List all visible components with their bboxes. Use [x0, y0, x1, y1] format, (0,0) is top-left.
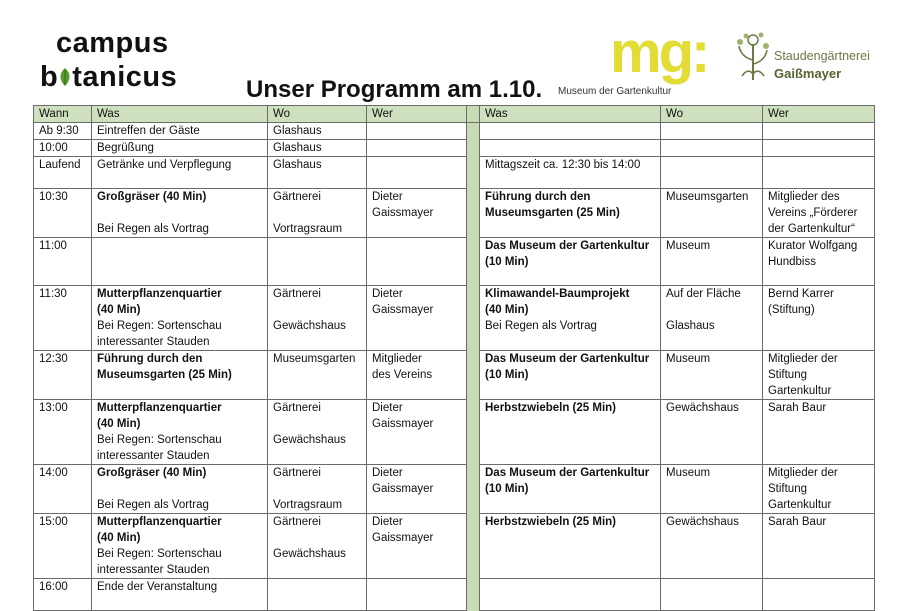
- activity-title: Führung durch den: [97, 353, 203, 365]
- activity-title: Das Museum der Gartenkultur: [485, 467, 650, 479]
- logo-line-botanicus: [40, 62, 177, 92]
- header-wann: Wann: [34, 106, 92, 123]
- cell-was: Begrüßung: [92, 140, 268, 157]
- cell-wann: 13:00: [34, 400, 92, 465]
- host-line: Mitglieder des: [768, 191, 840, 203]
- leaf-icon: [58, 67, 72, 87]
- column-divider: [467, 157, 480, 189]
- cell-wo-2: Gewächshaus: [661, 400, 763, 465]
- museum-gartenkultur-logo: [558, 20, 728, 100]
- cell-wer-2: [763, 189, 875, 238]
- cell-wer: [367, 157, 467, 189]
- cell-wo-2: Museum: [661, 238, 763, 286]
- activity-title: Mutterpflanzenquartier: [97, 402, 222, 414]
- cell-wer-2: [763, 286, 875, 351]
- cell-wo-2: [661, 123, 763, 140]
- cell-wer: [367, 123, 467, 140]
- activity-title: Herbstzwiebeln (25 Min): [485, 516, 616, 528]
- host-line: Dieter: [372, 288, 403, 300]
- cell-was: [92, 514, 268, 579]
- cell-wo-2: [661, 286, 763, 351]
- activity-title: (40 Min): [97, 304, 141, 316]
- column-divider: [467, 465, 480, 514]
- spacer-line: [97, 481, 262, 497]
- activity-title: Das Museum der Gartenkultur: [485, 240, 650, 252]
- host-line: Vereins „Förderer: [768, 207, 858, 219]
- host-line: Gaissmayer: [372, 483, 434, 495]
- cell-was-2: [480, 400, 661, 465]
- cell-wer-2: Sarah Baur: [763, 514, 875, 579]
- activity-title: (10 Min): [485, 256, 529, 268]
- mg-mark: mg:: [610, 20, 708, 85]
- cell-wo: [268, 465, 367, 514]
- table-row: [34, 189, 875, 238]
- cell-wo: Glashaus: [268, 140, 367, 157]
- header-wo: Wo: [268, 106, 367, 123]
- host-line: (Stiftung): [768, 304, 815, 316]
- cell-was-2: [480, 238, 661, 286]
- spacer-line: [666, 302, 757, 318]
- cell-wer-2: [763, 157, 875, 189]
- cell-wer: [367, 189, 467, 238]
- host-line: Stiftung: [768, 369, 807, 381]
- cell-wo: [268, 238, 367, 286]
- cell-was: [92, 351, 268, 400]
- rain-note: Bei Regen als Vortrag: [97, 499, 209, 511]
- cell-was: [92, 400, 268, 465]
- table-row: [34, 238, 875, 286]
- activity-title: Mutterpflanzenquartier: [97, 288, 222, 300]
- table-row: [34, 465, 875, 514]
- header-was: Was: [92, 106, 268, 123]
- cell-wo: Glashaus: [268, 123, 367, 140]
- rain-location: Gewächshaus: [273, 434, 346, 446]
- cell-wo-2: [661, 579, 763, 611]
- rain-location: Gewächshaus: [273, 548, 346, 560]
- activity-title: Großgräser (40 Min): [97, 191, 207, 203]
- cell-was-2: [480, 140, 661, 157]
- mg-subtitle: Museum der Gartenkultur: [558, 86, 672, 97]
- cell-wann: 15:00: [34, 514, 92, 579]
- table-row: [34, 579, 875, 611]
- cell-wo-2: Museum: [661, 351, 763, 400]
- cell-wo: [268, 514, 367, 579]
- cell-wer: [367, 400, 467, 465]
- host-line: Gartenkultur: [768, 499, 832, 511]
- column-divider: [467, 140, 480, 157]
- activity-title: Museumsgarten (25 Min): [97, 369, 232, 381]
- cell-was: Ende der Veranstaltung: [92, 579, 268, 611]
- cell-wo: [268, 400, 367, 465]
- cell-was: Eintreffen der Gäste: [92, 123, 268, 140]
- location: Gärtnerei: [273, 467, 321, 479]
- cell-wer-2: [763, 579, 875, 611]
- activity-title: Museumsgarten (25 Min): [485, 207, 620, 219]
- page-title: Unser Programm am 1.10.: [246, 76, 543, 103]
- activity-title: (40 Min): [97, 532, 141, 544]
- table-row: [34, 400, 875, 465]
- cell-wer: [367, 351, 467, 400]
- spacer-line: [273, 416, 361, 432]
- plant-icon: [734, 30, 772, 82]
- cell-wo: Glashaus: [268, 157, 367, 189]
- host-line: Mitglieder der: [768, 353, 838, 365]
- cell-was: [92, 286, 268, 351]
- column-divider: [467, 514, 480, 579]
- rain-location: Vortragsraum: [273, 223, 343, 235]
- rain-location: Gewächshaus: [273, 320, 346, 332]
- rain-note: interessanter Stauden: [97, 450, 210, 462]
- cell-wann: 16:00: [34, 579, 92, 611]
- spacer-line: [273, 302, 361, 318]
- cell-was: [92, 238, 268, 286]
- cell-wer-2: [763, 140, 875, 157]
- cell-wann: Ab 9:30: [34, 123, 92, 140]
- cell-was-2: Mittagszeit ca. 12:30 bis 14:00: [480, 157, 661, 189]
- location: Auf der Fläche: [666, 288, 741, 300]
- spacer-line: [273, 530, 361, 546]
- host-line: Stiftung: [768, 483, 807, 495]
- host-line: Gaissmayer: [372, 532, 434, 544]
- host-line: Mitglieder: [372, 353, 422, 365]
- cell-wo: [268, 189, 367, 238]
- rain-location: Glashaus: [666, 320, 715, 332]
- host-line: Mitglieder der: [768, 467, 838, 479]
- cell-wer: [367, 286, 467, 351]
- host-line: Gartenkultur: [768, 385, 832, 397]
- column-divider: [467, 189, 480, 238]
- column-divider: [467, 123, 480, 140]
- host-line: Hundbiss: [768, 256, 816, 268]
- activity-title: Großgräser (40 Min): [97, 467, 207, 479]
- cell-wo: [268, 286, 367, 351]
- cell-wann: 12:30: [34, 351, 92, 400]
- activity-title: Führung durch den: [485, 191, 591, 203]
- host-line: Bernd Karrer: [768, 288, 834, 300]
- host-line: Dieter: [372, 191, 403, 203]
- table-row: [34, 351, 875, 400]
- rain-location: Vortragsraum: [273, 499, 343, 511]
- activity-title: Mutterpflanzenquartier: [97, 516, 222, 528]
- host-line: Gaissmayer: [372, 207, 434, 219]
- table-header-row: [34, 106, 875, 123]
- cell-wer: [367, 514, 467, 579]
- cell-wer-2: [763, 465, 875, 514]
- column-divider: [467, 400, 480, 465]
- rain-note: Bei Regen: Sortenschau: [97, 320, 222, 332]
- location: Gärtnerei: [273, 402, 321, 414]
- program-table: [33, 105, 875, 611]
- host-line: des Vereins: [372, 369, 433, 381]
- sg-line-1: Staudengärtnerei: [774, 49, 870, 63]
- rain-note: Bei Regen als Vortrag: [485, 320, 597, 332]
- rain-note: Bei Regen: Sortenschau: [97, 434, 222, 446]
- header-wo-2: Wo: [661, 106, 763, 123]
- column-divider: [467, 106, 480, 123]
- activity-title: Das Museum der Gartenkultur: [485, 353, 650, 365]
- host-line: Kurator Wolfgang: [768, 240, 858, 252]
- cell-was: [92, 189, 268, 238]
- header-was-2: Was: [480, 106, 661, 123]
- logo-letter-b: b: [40, 61, 59, 93]
- column-divider: [467, 286, 480, 351]
- rain-note: Bei Regen als Vortrag: [97, 223, 209, 235]
- cell-was: Getränke und Verpflegung: [92, 157, 268, 189]
- activity-title: (10 Min): [485, 483, 529, 495]
- cell-was-2: [480, 465, 661, 514]
- table-row: [34, 123, 875, 140]
- rain-note: interessanter Stauden: [97, 564, 210, 576]
- cell-was-2: [480, 286, 661, 351]
- host-line: Dieter: [372, 402, 403, 414]
- staudengaertnerei-logo: [734, 30, 894, 90]
- spacer-line: [97, 205, 262, 221]
- table-row: [34, 157, 875, 189]
- table-row: [34, 514, 875, 579]
- cell-wer-2: [763, 123, 875, 140]
- cell-was-2: [480, 189, 661, 238]
- cell-wann: 11:30: [34, 286, 92, 351]
- location: Gärtnerei: [273, 288, 321, 300]
- cell-wer-2: Sarah Baur: [763, 400, 875, 465]
- cell-was: [92, 465, 268, 514]
- cell-wer: [367, 238, 467, 286]
- activity-title: (40 Min): [485, 304, 529, 316]
- cell-wo: [268, 579, 367, 611]
- campus-botanicus-logo: [40, 28, 200, 98]
- location: Gärtnerei: [273, 516, 321, 528]
- column-divider: [467, 238, 480, 286]
- cell-was-2: [480, 351, 661, 400]
- cell-wer-2: [763, 238, 875, 286]
- cell-wann: 14:00: [34, 465, 92, 514]
- header-wer: Wer: [367, 106, 467, 123]
- cell-wann: 10:00: [34, 140, 92, 157]
- column-divider: [467, 579, 480, 611]
- activity-title: (10 Min): [485, 369, 529, 381]
- cell-wann: 10:30: [34, 189, 92, 238]
- activity-title: (40 Min): [97, 418, 141, 430]
- spacer-line: [273, 481, 361, 497]
- cell-wer: [367, 465, 467, 514]
- cell-was-2: [480, 514, 661, 579]
- activity-title: Herbstzwiebeln (25 Min): [485, 402, 616, 414]
- host-line: Dieter: [372, 467, 403, 479]
- host-line: Gaissmayer: [372, 304, 434, 316]
- cell-wo-2: Gewächshaus: [661, 514, 763, 579]
- cell-wo-2: Museum: [661, 465, 763, 514]
- logo-letters-tanicus: tanicus: [72, 61, 178, 93]
- header-wer-2: Wer: [763, 106, 875, 123]
- host-line: Gaissmayer: [372, 418, 434, 430]
- cell-wann: Laufend: [34, 157, 92, 189]
- sg-line-2: Gaißmayer: [774, 66, 842, 81]
- cell-wer: [367, 140, 467, 157]
- table-row: [34, 140, 875, 157]
- cell-wo-2: [661, 157, 763, 189]
- rain-note: Bei Regen: Sortenschau: [97, 548, 222, 560]
- cell-wo-2: Museumsgarten: [661, 189, 763, 238]
- host-line: der Gartenkultur“: [768, 223, 855, 235]
- cell-was-2: [480, 579, 661, 611]
- location: Gärtnerei: [273, 191, 321, 203]
- cell-wann: 11:00: [34, 238, 92, 286]
- cell-wo: Museumsgarten: [268, 351, 367, 400]
- table-row: [34, 286, 875, 351]
- cell-wer-2: [763, 351, 875, 400]
- column-divider: [467, 351, 480, 400]
- spacer-line: [273, 205, 361, 221]
- logo-line-campus: campus: [56, 27, 169, 59]
- cell-wo-2: [661, 140, 763, 157]
- rain-note: interessanter Stauden: [97, 336, 210, 348]
- host-line: Dieter: [372, 516, 403, 528]
- cell-wer: [367, 579, 467, 611]
- activity-title: Klimawandel-Baumprojekt: [485, 288, 630, 300]
- cell-was-2: [480, 123, 661, 140]
